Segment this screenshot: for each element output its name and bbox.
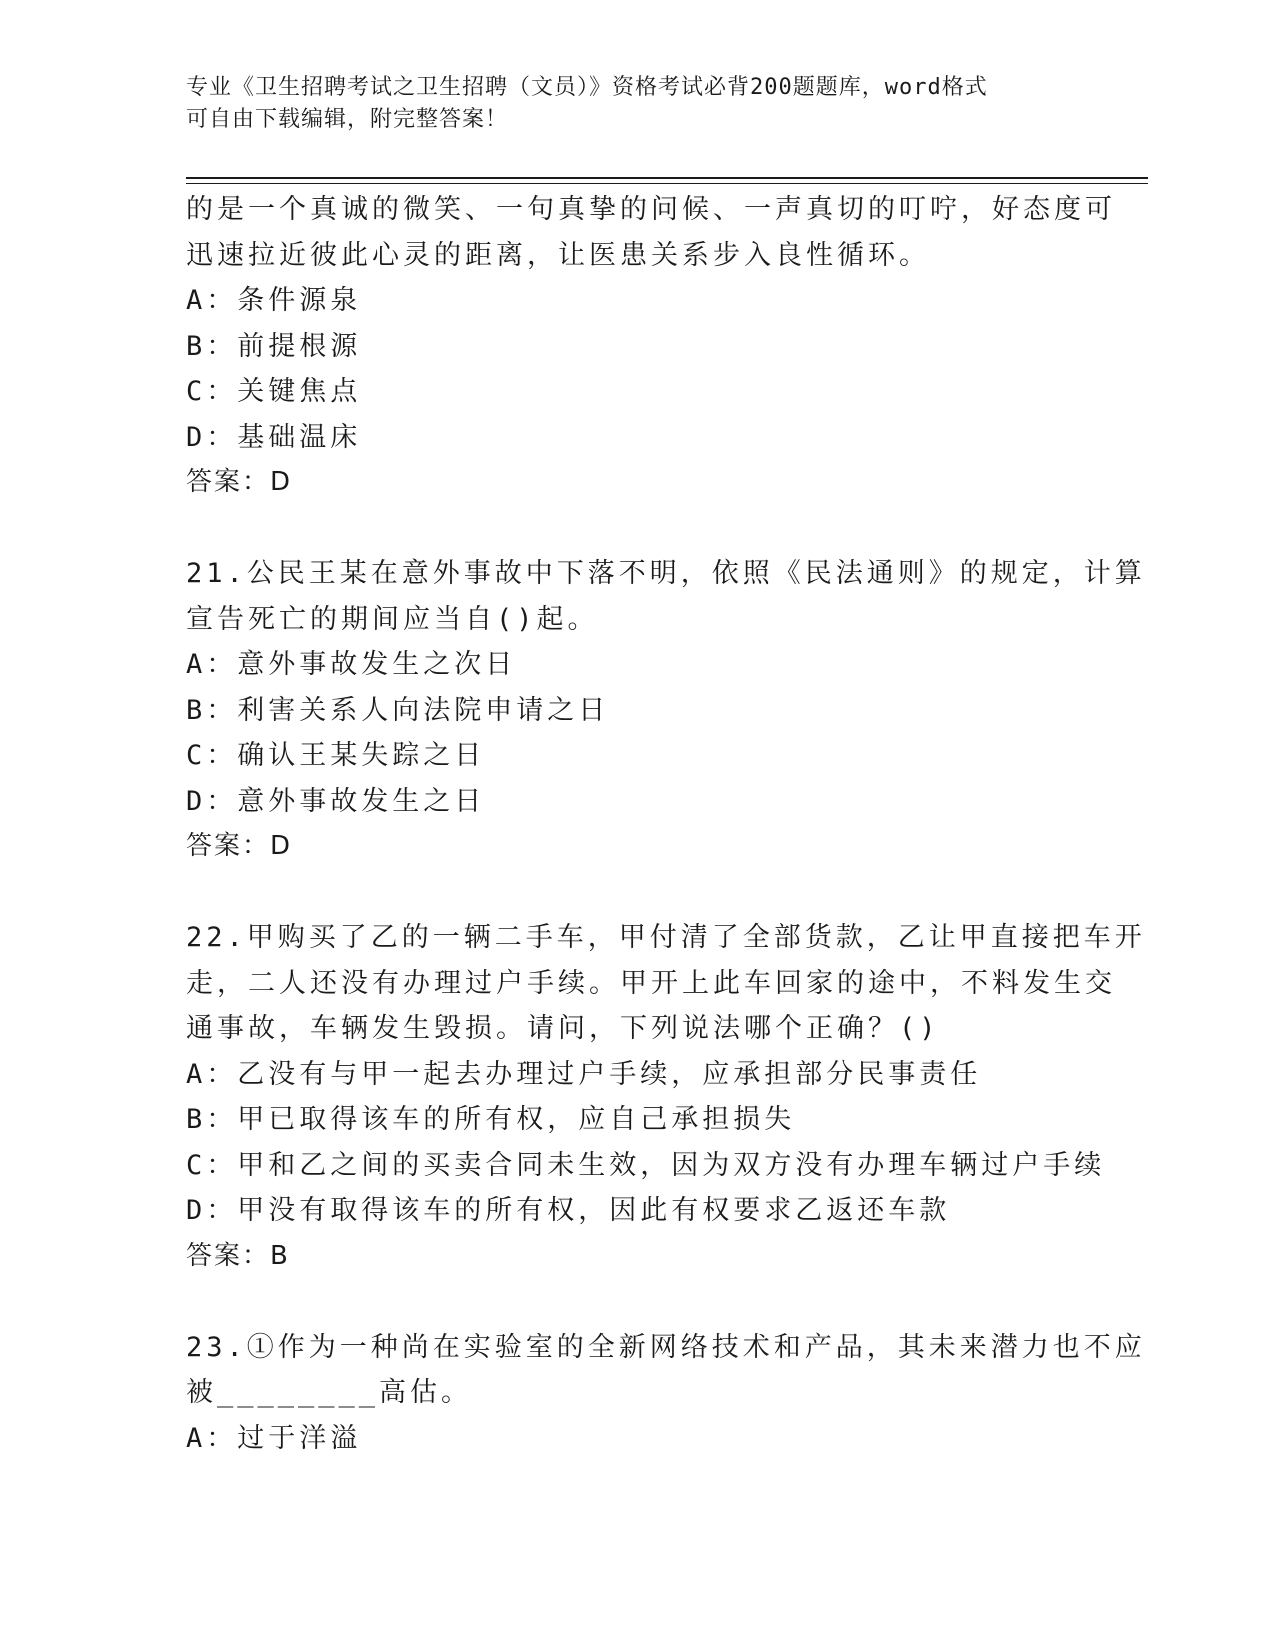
question-stem-line: 通事故，车辆发生毁损。请问，下列说法哪个正确？() [186,1013,940,1044]
answer-label: 答案：D [186,467,293,497]
question-stem-line: 的是一个真诚的微笑、一句真挚的问候、一声真切的叮咛，好态度可 [186,194,1116,225]
option-d: D：意外事故发生之日 [186,785,486,817]
header-title-line-1: 专业《卫生招聘考试之卫生招聘（文员）》资格考试必背200题题库，word格式 [186,75,988,100]
answer-label: 答案：D [186,831,293,861]
spacer [186,870,1076,916]
document-header [186,72,1086,136]
question-23 [186,1325,1146,1462]
option-c: C：确认王某失踪之日 [186,740,486,771]
spacer [186,506,1076,552]
question-stem-line: 宣告死亡的期间应当自()起。 [186,603,599,635]
question-stem-line: 被________高估。 [186,1377,473,1408]
option-d: D：基础温床 [186,421,362,453]
option-a: A：条件源泉 [186,285,362,316]
question-20 [186,187,1116,506]
option-b: B：前提根源 [186,330,362,362]
question-22 [186,915,1146,1279]
header-title-line-2: 可自由下载编辑，附完整答案！ [186,107,509,132]
question-stem-line: 走，二人还没有办理过户手续。甲开上此车回家的途中，不料发生交 [186,967,1116,999]
answer-label: 答案：B [186,1240,290,1271]
question-stem-line: 23.①作为一种尚在实验室的全新网络技术和产品，其未来潜力也不应 [186,1331,1146,1363]
option-a: A：乙没有与甲一起去办理过户手续，应承担部分民事责任 [186,1058,982,1090]
header-divider-thin [186,183,1148,184]
question-stem-line: 21.公民王某在意外事故中下落不明，依照《民法通则》的规定，计算 [186,558,1146,589]
option-a: A：过于洋溢 [186,1422,362,1454]
option-b: B：甲已取得该车的所有权，应自己承担损失 [186,1104,796,1135]
question-21 [186,551,1146,870]
option-a: A：意外事故发生之次日 [186,649,517,680]
header-divider-thick [186,177,1148,179]
question-stem-line: 迅速拉近彼此心灵的距离，让医患关系步入良性循环。 [186,239,930,271]
option-b: B：利害关系人向法院申请之日 [186,694,610,726]
option-d: D：甲没有取得该车的所有权，因此有权要求乙返还车款 [186,1195,951,1226]
spacer [186,1279,1076,1325]
option-c: C：甲和乙之间的买卖合同未生效，因为双方没有办理车辆过户手续 [186,1149,1106,1181]
question-stem-line: 22.甲购买了乙的一辆二手车，甲付清了全部货款，乙让甲直接把车开 [186,922,1146,953]
question-list [186,187,1146,1461]
option-c: C：关键焦点 [186,376,362,407]
